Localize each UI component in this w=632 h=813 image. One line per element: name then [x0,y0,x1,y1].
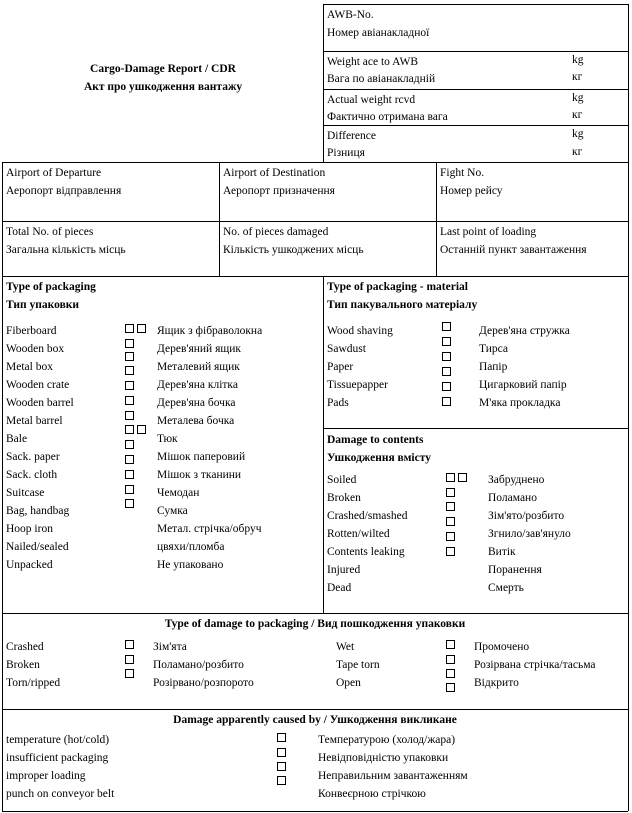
damaged-pieces-label: No. of pieces damaged [223,226,329,238]
packaging-item: Sack. paper [6,451,60,463]
packaging-checkbox[interactable] [125,339,134,348]
divider [2,613,628,614]
contents-item-uk: Зім'ято/розбито [488,510,565,522]
contents-section-title: Damage to contents [327,434,424,446]
material-item-uk: Дерев'яна стружка [479,325,570,337]
packaging-item: Metal barrel [6,415,63,427]
damage-packaging-item-uk: Розірвано/розпорото [153,677,254,689]
material-item-uk: Папір [479,361,508,373]
material-item: Sawdust [327,343,366,355]
packaging-item: Wooden crate [6,379,70,391]
packaging-checkbox[interactable] [125,425,134,434]
contents-item-uk: Смерть [488,582,524,594]
packaging-item: Metal box [6,361,53,373]
form-top-border [323,4,628,5]
damage-packaging-item-uk: Зім'ята [153,641,187,653]
damage-cause-checkbox[interactable] [277,733,286,742]
damage-cause-checkbox[interactable] [277,776,286,785]
material-section-title: Type of packaging - material [327,281,468,293]
material-item: Paper [327,361,354,373]
damage-cause-checkbox[interactable] [277,748,286,757]
contents-section-title-uk: Ушкодження вмісту [327,452,431,464]
packaging-item-uk: цвяхи/пломба [157,541,225,553]
packaging-item: Hoop iron [6,523,53,535]
damage-packaging-checkbox[interactable] [446,683,455,692]
damage-packaging-item-uk: Розірвана стрічка/тасьма [474,659,596,671]
damage-packaging-item: Torn/ripped [6,677,61,689]
packaging-item-uk: Металевий ящик [157,361,240,373]
material-item: Wood shaving [327,325,393,337]
packaging-checkbox[interactable] [125,440,134,449]
total-pieces-label-uk: Загальна кількість місць [6,244,126,256]
damage-packaging-item: Crashed [6,641,44,653]
divider [2,162,628,163]
last-loading-point-label-uk: Останній пункт завантаження [440,244,587,256]
damage-packaging-item-uk: Поламано/розбито [153,659,244,671]
contents-item-uk: Забруднено [488,474,545,486]
contents-item-uk: Згнило/зав'януло [488,528,571,540]
damage-packaging-item: Broken [6,659,40,671]
packaging-item: Bag, handbag [6,505,70,517]
damage-packaging-checkbox[interactable] [125,655,134,664]
packaging-item-uk: Метал. стрічка/обруч [157,523,262,535]
packaging-item: Bale [6,433,28,445]
packaging-item-uk: Мішок з тканини [157,469,242,481]
awb-label: AWB-No. [327,9,374,21]
packaging-item-uk: Сумка [157,505,188,517]
divider [323,125,628,126]
material-item: Tissuepapper [327,379,388,391]
contents-item-uk: Поранення [488,564,542,576]
flight-number-label-uk: Номер рейсу [440,185,503,197]
damage-packaging-item: Tape torn [336,659,380,671]
packaging-section-title: Type of packaging [6,281,96,293]
damage-packaging-title: Type of damage to packaging / Вид пошкодження упаковки [164,618,466,630]
report-title: Cargo-Damage Report / CDR [90,63,236,75]
packaging-item: Unpacked [6,559,53,571]
contents-item: Broken [327,492,361,504]
packaging-item: Fiberboard [6,325,57,337]
packaging-checkbox[interactable] [125,470,134,479]
divider [2,221,628,222]
packaging-item-uk: Тюк [157,433,178,445]
weight-awb-label: Weight ace to AWB [327,56,419,68]
contents-checkbox[interactable] [446,532,455,541]
destination-airport-label-uk: Аеропорт призначення [223,185,335,197]
departure-airport-label: Airport of Departure [6,167,102,179]
contents-item-uk: Витік [488,546,516,558]
damage-packaging-item-uk: Промочено [474,641,530,653]
packaging-item: Suitcase [6,487,45,499]
form-right-border [628,4,629,811]
actual-weight-unit: kg [572,92,584,104]
damage-packaging-item: Wet [336,641,355,653]
damage-packaging-checkbox[interactable] [446,640,455,649]
packaging-item-uk: Мішок паперовий [157,451,246,463]
awb-label-uk: Номер авіанакладної [327,27,430,39]
contents-item: Contents leaking [327,546,405,558]
flight-number-label: Fight No. [440,167,485,179]
last-loading-point-label: Last point of loading [440,226,537,238]
damage-cause-item-uk: Температурою (холод/жара) [318,734,456,746]
material-checkbox[interactable] [442,352,451,361]
difference-label-uk: Різниця [327,147,365,159]
packaging-checkbox[interactable] [125,366,134,375]
contents-item: Injured [327,564,361,576]
damage-packaging-checkbox[interactable] [446,655,455,664]
packaging-checkbox[interactable] [125,396,134,405]
packaging-item: Wooden barrel [6,397,74,409]
contents-checkbox[interactable] [446,473,455,482]
contents-item: Dead [327,582,352,594]
material-checkbox[interactable] [442,367,451,376]
damage-packaging-item: Open [336,677,361,689]
departure-airport-label-uk: Аеропорт відправлення [6,185,122,197]
packaging-checkbox[interactable] [137,425,146,434]
form-bottom-border [2,811,628,812]
actual-weight-label-uk: Фактично отримана вага [327,111,448,123]
material-checkbox[interactable] [442,322,451,331]
damage-cause-item: temperature (hot/cold) [6,734,110,746]
divider [2,709,628,710]
contents-checkbox[interactable] [446,547,455,556]
difference-unit-uk: кг [572,146,583,158]
divider [323,51,628,52]
actual-weight-label: Actual weight rcvd [327,94,416,106]
packaging-checkbox[interactable] [125,324,134,333]
packaging-checkbox[interactable] [125,411,134,420]
damage-cause-item: improper loading [6,770,86,782]
packaging-item-uk: Дерев'яна бочка [157,397,236,409]
material-item-uk: Цигарковий папір [479,379,567,391]
packaging-item-uk: Не упаковано [157,559,224,571]
packaging-checkbox[interactable] [125,485,134,494]
damage-cause-item-uk: Конвеєрною стрічкою [318,788,426,800]
contents-checkbox[interactable] [446,488,455,497]
material-item: Pads [327,397,349,409]
packaging-item-uk: Дерев'яний ящик [157,343,241,355]
material-section-title-uk: Тип пакувального матеріалу [327,299,478,311]
contents-checkbox[interactable] [458,473,467,482]
damaged-pieces-label-uk: Кількість ушкоджених місць [223,244,364,256]
contents-item: Crashed/smashed [327,510,408,522]
packaging-item-uk: Дерев'яна клітка [157,379,238,391]
difference-label: Difference [327,130,376,142]
damage-cause-item-uk: Неправильним завантаженням [318,770,468,782]
packaging-item: Nailed/sealed [6,541,69,553]
packaging-item-uk: Ящик з фібраволокна [157,325,263,337]
divider [323,428,628,429]
packaging-item-uk: Металева бочка [157,415,235,427]
divider [323,89,628,90]
weight-awb-unit-uk: кг [572,71,583,83]
packaging-checkbox[interactable] [125,381,134,390]
damage-packaging-checkbox[interactable] [446,669,455,678]
contents-item: Rotten/wilted [327,528,390,540]
packaging-checkbox[interactable] [137,324,146,333]
divider [323,276,324,613]
damage-cause-checkbox[interactable] [277,762,286,771]
damage-packaging-checkbox[interactable] [125,640,134,649]
damage-cause-title: Damage apparently caused by / Ушкодження викликане [173,714,457,726]
destination-airport-label: Airport of Destination [223,167,326,179]
material-checkbox[interactable] [442,397,451,406]
actual-weight-unit-uk: кг [572,109,583,121]
contents-item: Soiled [327,474,357,486]
packaging-item: Wooden box [6,343,65,355]
damage-packaging-checkbox[interactable] [125,669,134,678]
header-right-left-border [323,4,324,162]
report-title-uk: Акт про ушкодження вантажу [83,81,243,93]
damage-cause-item-uk: Невідповідністю упаковки [318,752,449,764]
material-checkbox[interactable] [442,337,451,346]
divider [219,162,220,276]
packaging-checkbox[interactable] [125,352,134,361]
contents-checkbox[interactable] [446,517,455,526]
packaging-checkbox[interactable] [125,455,134,464]
contents-item-uk: Поламано [488,492,537,504]
packaging-item: Sack. cloth [6,469,58,481]
packaging-section-title-uk: Тип упаковки [6,299,80,311]
damage-cause-item: punch on conveyor belt [6,788,115,800]
material-item-uk: Тирса [479,343,508,355]
damage-packaging-item-uk: Відкрито [474,677,519,689]
material-item-uk: М'яка прокладка [479,397,561,409]
divider [2,276,628,277]
total-pieces-label: Total No. of pieces [6,226,94,238]
packaging-item-uk: Чемодан [157,487,200,499]
material-checkbox[interactable] [442,382,451,391]
weight-awb-unit: kg [572,54,584,66]
contents-checkbox[interactable] [446,502,455,511]
divider [436,162,437,276]
damage-cause-item: insufficient packaging [6,752,109,764]
weight-awb-label-uk: Вага по авіанакладній [327,73,436,85]
difference-unit: kg [572,128,584,140]
packaging-checkbox[interactable] [125,499,134,508]
